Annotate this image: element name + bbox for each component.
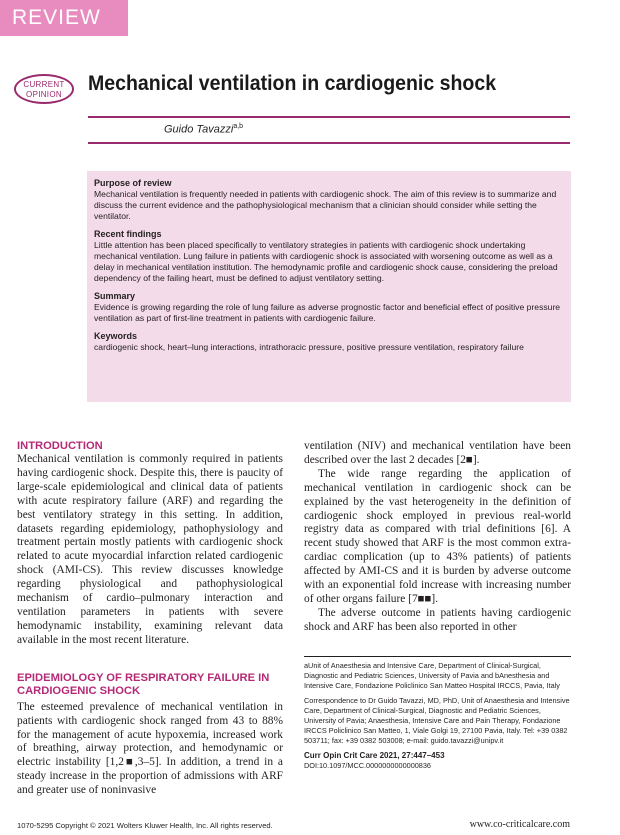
- right-paragraph-3: The adverse outcome in patients having cardiogenic shock and ARF has been also reported in other: [304, 606, 571, 633]
- introduction-heading: INTRODUCTION: [17, 440, 103, 452]
- right-column: [304, 440, 571, 635]
- affiliations: aUnit of Anaesthesia and Intensive Care, Department of Clinical-Surgical, Diagnostic and Pediatric Sciences, University of Pavia and bAnesthesia and Intensive Care, Fondazione Policlinico San Matteo Hospital IRCCS, Pavia, Italy: [304, 661, 560, 691]
- author-rule: [88, 142, 570, 144]
- title-rule: [88, 116, 570, 118]
- findings-heading: Recent findings: [94, 229, 162, 239]
- summary-heading: Summary: [94, 291, 136, 301]
- keywords-text: cardiogenic shock, heart–lung interactions, intrathoracic pressure, positive pressure ventilation, respiratory failure: [94, 342, 524, 352]
- left-column: [17, 440, 283, 798]
- logo-line-2: OPINION: [26, 90, 62, 99]
- copyright-footer: 1070-5295 Copyright © 2021 Wolters Kluwer Health, Inc. All rights reserved.: [17, 821, 273, 830]
- author-name: Guido Tavazzi: [164, 123, 234, 136]
- author-line: [164, 123, 243, 136]
- summary-text: Evidence is growing regarding the role of lung failure as adverse prognostic factor and beneficial effect of positive pressure ventilation as part of first-line treatment in patients with cardiogenic failure.: [94, 302, 561, 323]
- abstract-box: [87, 171, 571, 402]
- correspondence: Correspondence to Dr Guido Tavazzi, MD, PhD, Unit of Anaesthesia and Intensive Care, Department of Clinical-Surgical, Diagnostic and Pediatric Sciences, University of Pavia; Anaesthesia, Intensive Care and Pain Therapy, Fondazione IRCCS Policlinico San Matteo, 1, Viale Golgi 19, 27100 Pavia, Italy. Tel: +39 0382 503711; fax: +39 0382 503008; e-mail: guido.tavazzi@unipv.it: [304, 695, 570, 746]
- epidemiology-heading: EPIDEMIOLOGY OF RESPIRATORY FAILURE IN CARDIOGENIC SHOCK: [17, 671, 270, 697]
- review-tag: REVIEW: [0, 0, 128, 36]
- purpose-text: Mechanical ventilation is frequently needed in patients with cardiogenic shock. The aim of this review is to summarize and discuss the current evidence and the pathophysiological mechanism that a clinician should consider while setting the ventilator.: [94, 189, 557, 221]
- keywords-heading: Keywords: [94, 331, 138, 341]
- author-affiliation-marks: a,b: [233, 123, 244, 130]
- purpose-heading: Purpose of review: [94, 178, 172, 188]
- journal-citation: Curr Opin Crit Care 2021, 27:447–453: [304, 750, 445, 760]
- right-paragraph-1: ventilation (NIV) and mechanical ventilation have been described over the last 2 decades [2■].: [304, 440, 571, 466]
- findings-text: Little attention has been placed specifically to ventilatory strategies in patients with cardiogenic shock undertaking mechanical ventilation. Lung failure in patients with cardiogenic shock is associated with worsening outcome as well as a delay in mechanical ventilation institution. The hemodynamic profile and cardiogenic shock cause, considering the preload dependency of the failing heart, must be defined to adjust ventilatory setting.: [94, 240, 558, 283]
- doi: DOI:10.1097/MCC.0000000000000836: [304, 760, 431, 770]
- epidemiology-text: The esteemed prevalence of mechanical ventilation in patients with cardiogenic shock ranged from 43 to 88% for the management of acute hypoxemia, increased work of breathing, airway protection, and hemodynamic or electric instability [1,2■,3–5]. In addition, a trend in a steady increase in the proportion of admissions with ARF and greater use of noninvasive: [17, 700, 283, 797]
- footnotes: [304, 661, 571, 775]
- footnote-rule: [304, 656, 571, 657]
- logo-line-1: CURRENT: [23, 80, 65, 89]
- current-opinion-logo: [14, 74, 74, 104]
- journal-url[interactable]: www.co-criticalcare.com: [469, 819, 570, 830]
- introduction-text: Mechanical ventilation is commonly required in patients having cardiogenic shock. Despite this, there is paucity of large-scale epidemiological and clinical data of patients with acute respiratory failure (ARF) and regarding the best ventilatory strategy in this setting. In addition, datasets regarding epidemiology, pathophysiology and treatment pertain mostly patients with cardiogenic shock related to acute myocardial infarction related cardiogenic shock (AMI-CS). This review discusses knowledge regarding physiological and pathophysiological mechanism of cardio–pulmonary interaction and ventilation parameters in patients with severe hemodynamic instability, examining relevant data available in the most recent literature.: [17, 453, 283, 646]
- right-paragraph-2: The wide range regarding the application of mechanical ventilation in cardiogenic shock can be explained by the vast heterogeneity in the definition of cardiogenic shock employed in previous real-world registry data as compared with trial definitions [6]. A recent study showed that ARF is the most common extra-cardiac complication (up to 43% patients) of patients affected by AMI-CS and it is burden by adverse outcome with an exponential fold increase with increasing number of other organs failure [7■■].: [304, 467, 571, 605]
- article-title: Mechanical ventilation in cardiogenic shock: [88, 72, 497, 95]
